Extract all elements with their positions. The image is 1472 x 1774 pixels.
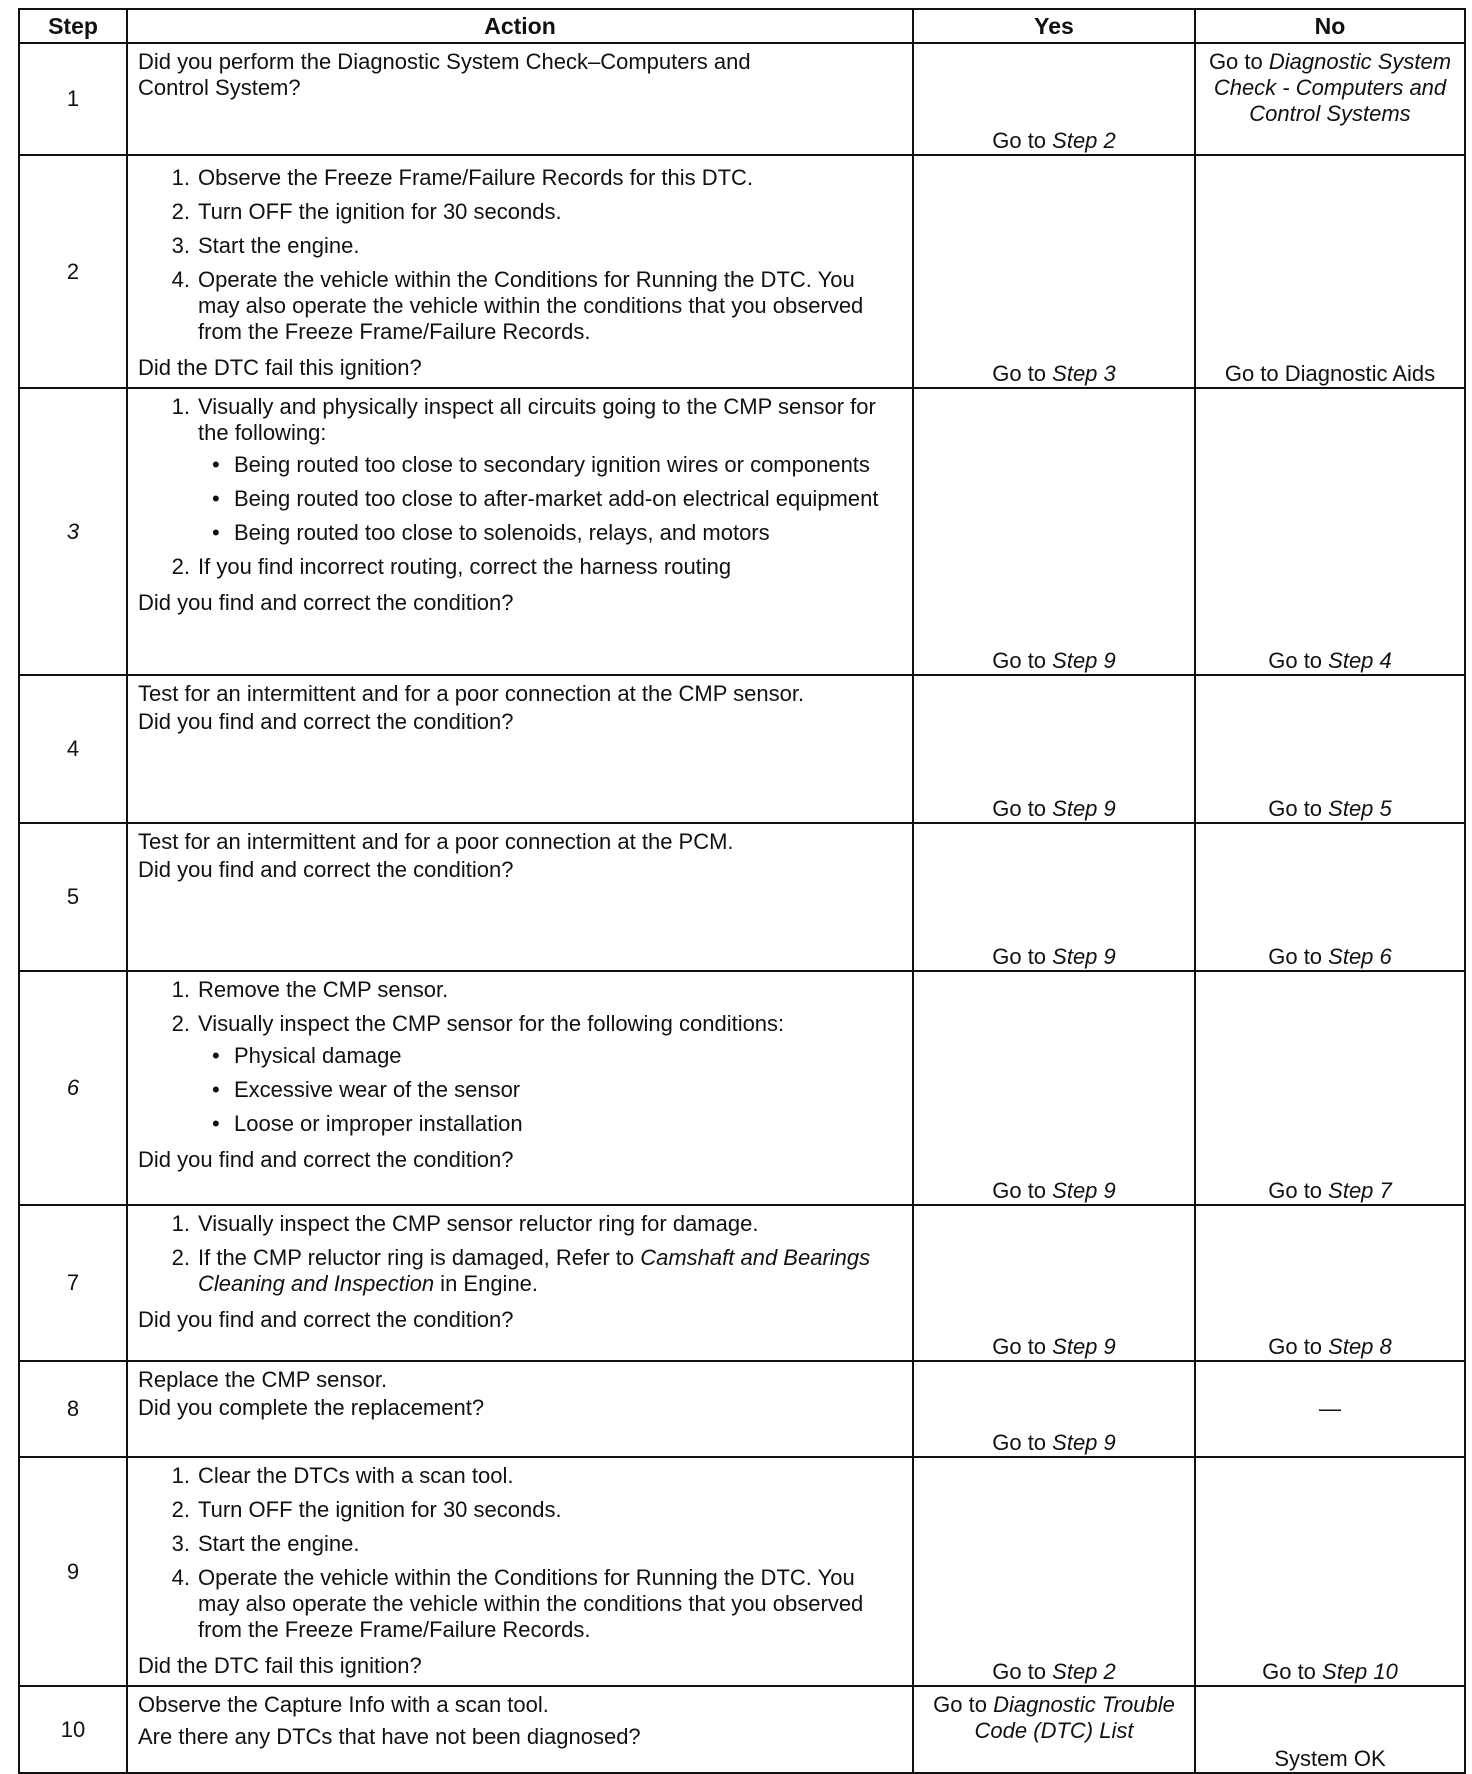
yes-cell: Go to Diagnostic Trouble Code (DTC) List <box>913 1686 1195 1773</box>
step-list <box>138 1211 902 1305</box>
no-cell: Go to Diagnostic Aids <box>1195 155 1465 388</box>
action-cell <box>127 43 913 155</box>
header-no: No <box>1195 9 1465 43</box>
bullet-item: • Being routed too close to solenoids, relays, and motors <box>198 520 902 546</box>
table-row <box>19 1361 1465 1457</box>
yes-cell: Go to Step 9 <box>913 1361 1195 1457</box>
list-item: 2. Turn OFF the ignition for 30 seconds. <box>171 199 562 224</box>
list-item: 2. Turn OFF the ignition for 30 seconds. <box>171 1497 562 1522</box>
action-cell <box>127 675 913 823</box>
no-cell: Go to Step 6 <box>1195 823 1465 971</box>
list-item: 3. Start the engine. <box>171 1531 360 1556</box>
table-row <box>19 388 1465 675</box>
yes-cell: Go to Step 9 <box>913 823 1195 971</box>
no-cell: System OK <box>1195 1686 1465 1773</box>
header-yes: Yes <box>913 9 1195 43</box>
yes-cell: Go to Step 9 <box>913 1205 1195 1361</box>
list-item: 4. Operate the vehicle within the Conditions for Running the DTC. You may also operate the vehicle within the conditions that you observed from the Freeze Frame/Failure Records. <box>171 267 864 344</box>
bullet-item: • Loose or improper installation <box>198 1111 902 1137</box>
table-row <box>19 675 1465 823</box>
action-text: Test for an intermittent and for a poor connection at the PCM. <box>138 829 734 854</box>
question-text: Are there any DTCs that have not been diagnosed? <box>138 1724 641 1749</box>
action-cell <box>127 971 913 1205</box>
diagnostic-table <box>18 8 1466 1774</box>
step-number: 6 <box>19 971 127 1205</box>
bullet-item: • Being routed too close to secondary ignition wires or components <box>198 452 902 478</box>
list-item: 3. Start the engine. <box>171 233 360 258</box>
action-text: Observe the Capture Info with a scan tool. <box>138 1692 549 1717</box>
list-item: 2. Visually inspect the CMP sensor for the following conditions: • Physical damage • Excessive wear of the sensor • Loose or improper installation <box>138 1011 902 1137</box>
list-item: 2. If the CMP reluctor ring is damaged, Refer to Camshaft and Bearings Cleaning and Inspection in Engine. <box>171 1245 871 1296</box>
action-cell <box>127 155 913 388</box>
action-cell <box>127 1361 913 1457</box>
no-cell: Go to Step 10 <box>1195 1457 1465 1686</box>
no-cell: Go to Step 7 <box>1195 971 1465 1205</box>
yes-cell: Go to Step 2 <box>913 1457 1195 1686</box>
action-cell <box>127 1457 913 1686</box>
question-text: Did you find and correct the condition? <box>138 1147 514 1172</box>
list-item: 1. Visually inspect the CMP sensor reluctor ring for damage. <box>171 1211 759 1236</box>
question-text: Did the DTC fail this ignition? <box>138 355 422 380</box>
action-text: Did you perform the Diagnostic System Check–Computers and Control System? <box>138 49 751 100</box>
bullet-item: • Being routed too close to after-market add-on electrical equipment <box>198 486 902 512</box>
header-step: Step <box>19 9 127 43</box>
header-action: Action <box>127 9 913 43</box>
step-list <box>138 394 902 588</box>
list-item: 1. Clear the DTCs with a scan tool. <box>171 1463 514 1488</box>
question-text: Did you find and correct the condition? <box>138 590 514 615</box>
list-item: 1. Remove the CMP sensor. <box>171 977 449 1002</box>
no-cell: Go to Step 5 <box>1195 675 1465 823</box>
step-number: 7 <box>19 1205 127 1361</box>
step-number: 8 <box>19 1361 127 1457</box>
question-text: Did you find and correct the condition? <box>138 709 514 734</box>
step-number: 10 <box>19 1686 127 1773</box>
bullet-list <box>198 1043 902 1137</box>
no-cell: — <box>1195 1361 1465 1457</box>
action-text: Test for an intermittent and for a poor connection at the CMP sensor. <box>138 681 805 706</box>
table-row <box>19 1457 1465 1686</box>
yes-cell: Go to Step 2 <box>913 43 1195 155</box>
step-list <box>138 977 902 1145</box>
table-row <box>19 1205 1465 1361</box>
no-cell: Go to Step 4 <box>1195 388 1465 675</box>
yes-cell: Go to Step 9 <box>913 675 1195 823</box>
step-number: 4 <box>19 675 127 823</box>
table-row <box>19 43 1465 155</box>
question-text: Did you find and correct the condition? <box>138 857 514 882</box>
table-row <box>19 1686 1465 1773</box>
yes-cell: Go to Step 9 <box>913 971 1195 1205</box>
list-item: 1. Observe the Freeze Frame/Failure Records for this DTC. <box>171 165 754 190</box>
bullet-list <box>198 452 902 546</box>
table-row <box>19 155 1465 388</box>
action-cell <box>127 1205 913 1361</box>
action-cell <box>127 388 913 675</box>
list-item: 1. Visually and physically inspect all circuits going to the CMP sensor for the following: • Being routed too close to secondary ignition wires or components • Being routed too close to after-market add-on electrical equipment • Being routed too close to solenoids, relays, and motors <box>138 394 902 546</box>
question-text: Did the DTC fail this ignition? <box>138 1653 422 1678</box>
header-row <box>19 9 1465 43</box>
question-text: Did you complete the replacement? <box>138 1395 485 1420</box>
yes-cell: Go to Step 3 <box>913 155 1195 388</box>
action-cell <box>127 1686 913 1773</box>
table-row <box>19 971 1465 1205</box>
step-list <box>138 1463 902 1651</box>
list-item: 2. If you find incorrect routing, correct the harness routing <box>171 554 732 579</box>
step-number: 1 <box>19 43 127 155</box>
action-text: Replace the CMP sensor. <box>138 1367 388 1392</box>
table-row <box>19 823 1465 971</box>
bullet-item: • Excessive wear of the sensor <box>198 1077 902 1103</box>
step-list <box>138 165 902 353</box>
list-item: 4. Operate the vehicle within the Conditions for Running the DTC. You may also operate the vehicle within the conditions that you observed from the Freeze Frame/Failure Records. <box>171 1565 864 1642</box>
step-number: 9 <box>19 1457 127 1686</box>
bullet-item: • Physical damage <box>198 1043 902 1069</box>
yes-cell: Go to Step 9 <box>913 388 1195 675</box>
action-cell <box>127 823 913 971</box>
step-number: 3 <box>19 388 127 675</box>
step-number: 2 <box>19 155 127 388</box>
no-cell: Go to Diagnostic System Check - Computers and Control Systems <box>1195 43 1465 155</box>
question-text: Did you find and correct the condition? <box>138 1307 514 1332</box>
no-cell: Go to Step 8 <box>1195 1205 1465 1361</box>
step-number: 5 <box>19 823 127 971</box>
